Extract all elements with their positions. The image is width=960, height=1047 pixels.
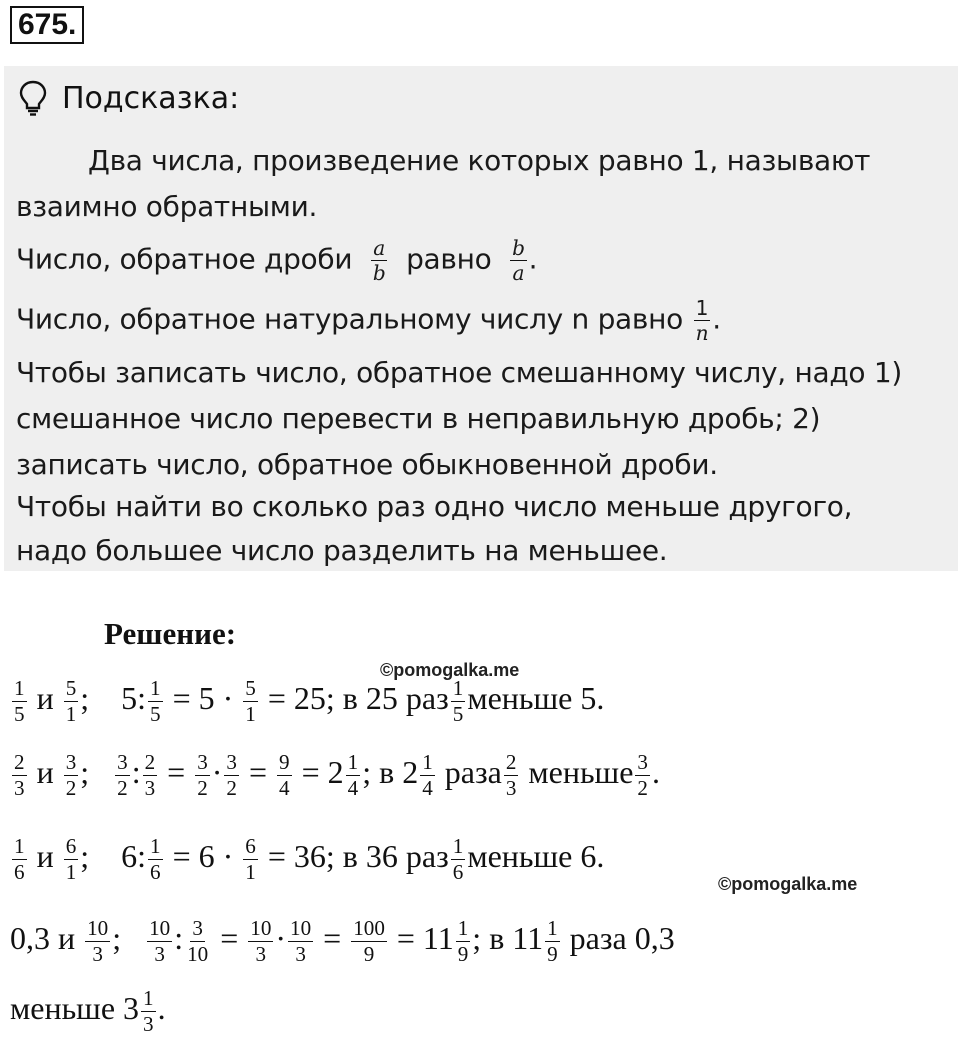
numerator: 9 (277, 752, 292, 776)
denominator: 1 (65, 702, 77, 727)
hint-header (18, 80, 239, 116)
task-number: 675. (10, 6, 84, 44)
denominator: 2 (226, 776, 237, 801)
numerator: 2 (143, 752, 158, 776)
and-word: и (36, 837, 54, 874)
denominator: 3 (92, 942, 103, 967)
expression: = 2 (301, 753, 344, 790)
solution-row-3: $\frac{1}{6}$ и $\frac{6}{1}$ ; 6: $\frac{1}{6}$ = 6 · $\frac{6}{1}$ = 36; в 36 раз $\frac{1}{6}$ меньше 6. (14, 834, 605, 885)
numerator: 10 (288, 918, 313, 942)
numerator: 5 (243, 678, 258, 702)
watermark: ©pomogalka.me (380, 660, 520, 680)
denominator: 1 (65, 860, 77, 885)
expression: = 6 · (172, 837, 234, 874)
fraction (545, 918, 560, 965)
fraction (277, 752, 292, 799)
expression: ; в 11 (472, 919, 544, 956)
expression: ; в 2 (362, 753, 419, 790)
hint-text: Число, обратное натуральному числу n равно (16, 302, 683, 336)
numerator: 5 (64, 678, 79, 702)
numerator: 10 (248, 918, 273, 942)
solution-row-2: $\frac{2}{3}$ и $\frac{3}{2}$ ; $\frac{3}{2}$ : $\frac{2}{3}$ = $\frac{3}{2}$ · $\frac{3}{2}$ = $\frac{9}{4}$ = 2 $\frac{1}{4}$ ; в 2 $\frac{1}{4}$ раза $\frac{2}{3}$ меньше $\frac{3}{2}$ . (14, 750, 660, 801)
fraction (351, 918, 387, 965)
denominator: 6 (452, 860, 464, 885)
fraction (143, 752, 158, 799)
denominator: 5 (452, 702, 464, 727)
and-word: и (36, 753, 54, 790)
hint-text: равно (406, 242, 492, 276)
fraction (185, 918, 210, 965)
numerator: a (373, 236, 386, 260)
hint-text: Число, обратное дроби (16, 242, 353, 276)
expression: раза 0,3 (569, 919, 675, 956)
hint-line: смешанное число перевести в неправильную дробь; 2) (16, 402, 821, 435)
numerator: 100 (351, 918, 387, 942)
fraction (195, 752, 210, 799)
expression: меньше (528, 753, 634, 790)
expression: 0,3 и (10, 919, 76, 956)
hint-line: взаимно обратными. (16, 190, 318, 223)
fraction (64, 752, 79, 799)
expression: . (651, 753, 660, 790)
expression: = (323, 919, 342, 956)
denominator: 2 (637, 776, 648, 801)
fraction (148, 678, 163, 725)
numerator: 2 (12, 752, 27, 776)
hint-line: Чтобы найти во сколько раз одно число меньше другого, (16, 490, 853, 523)
solution-row-5 (10, 988, 166, 1035)
numerator: 1 (451, 836, 466, 860)
denominator: 9 (363, 942, 375, 967)
denominator: 3 (144, 776, 156, 801)
numerator: 1 (456, 918, 471, 942)
numerator: 1 (12, 836, 27, 860)
fraction (12, 836, 27, 883)
expression: = 25; в 25 раз (267, 679, 449, 716)
denominator: 1 (245, 860, 256, 885)
denominator: 2 (65, 776, 77, 801)
expression: 5: (121, 679, 147, 716)
denominator: b (372, 261, 386, 286)
hint-title: Подсказка: (62, 80, 240, 116)
denominator: 9 (457, 942, 469, 967)
numerator: 1 (695, 296, 709, 320)
numerator: 3 (224, 752, 239, 776)
numerator: 3 (64, 752, 79, 776)
numerator: 1 (346, 752, 361, 776)
fraction (451, 678, 466, 725)
fraction (371, 236, 388, 286)
expression: · (211, 753, 223, 790)
denominator: 10 (187, 942, 209, 967)
solution-title: Решение: (104, 616, 237, 651)
fraction (12, 678, 27, 725)
numerator: 2 (504, 752, 519, 776)
hint-line: надо большее число разделить на меньшее. (16, 534, 668, 567)
hint-text: . (712, 302, 721, 336)
numerator: 3 (635, 752, 650, 776)
fraction (115, 752, 130, 799)
watermark: ©pomogalka.me (718, 874, 858, 894)
numerator: 10 (147, 918, 172, 942)
numerator: 10 (85, 918, 110, 942)
numerator: 3 (195, 752, 210, 776)
denominator: 3 (143, 1012, 154, 1037)
fraction (346, 752, 361, 799)
fraction (224, 752, 239, 799)
denominator: 5 (150, 702, 161, 727)
solution-row-1: $\frac{1}{5}$ и $\frac{5}{1}$ ; 5: $\frac{1}{5}$ = 5 · $\frac{5}{1}$ = 25; в 25 раз $\frac{1}{5}$ меньше 5. (14, 676, 605, 727)
denominator: n (695, 321, 709, 346)
expression: 6: (121, 837, 147, 874)
expression: = 36; в 36 раз (267, 837, 449, 874)
denominator: 3 (505, 776, 517, 801)
expression: меньше 6. (467, 837, 605, 874)
expression: = (248, 753, 268, 790)
expression: = (220, 919, 239, 956)
fraction (243, 678, 258, 725)
fraction (64, 678, 79, 725)
denominator: 3 (14, 776, 25, 801)
hint-line: Чтобы записать число, обратное смешанному числу, надо 1) (16, 356, 902, 389)
expression: = 11 (396, 919, 454, 956)
fraction (504, 752, 519, 799)
hint-box (4, 66, 958, 571)
expression: = 5 · (172, 679, 234, 716)
fraction (451, 836, 466, 883)
hint-line: записать число, обратное обыкновенной дроби. (16, 448, 718, 481)
denominator: a (512, 261, 525, 286)
lightbulb-icon (18, 80, 48, 116)
denominator: 6 (14, 860, 25, 885)
hint-line (16, 236, 538, 286)
numerator: 1 (148, 836, 163, 860)
denominator: 4 (347, 776, 359, 801)
hint-line: Два числа, произведение которых равно 1, называют (88, 144, 871, 177)
numerator: 1 (148, 678, 163, 702)
numerator: 1 (12, 678, 27, 702)
denominator: 4 (422, 776, 433, 801)
expression: меньше 3 (10, 989, 140, 1026)
expression: . (157, 989, 166, 1026)
numerator: 3 (190, 918, 205, 942)
fraction (147, 918, 172, 965)
numerator: 6 (64, 836, 79, 860)
denominator: 5 (14, 702, 25, 727)
fraction (248, 918, 273, 965)
denominator: 4 (279, 776, 290, 801)
fraction (288, 918, 313, 965)
numerator: 3 (115, 752, 130, 776)
hint-text: . (528, 242, 538, 276)
denominator: 2 (197, 776, 208, 801)
denominator: 3 (154, 942, 165, 967)
numerator: 6 (243, 836, 258, 860)
fraction (85, 918, 110, 965)
fraction (148, 836, 163, 883)
numerator: b (512, 236, 525, 260)
and-word: и (36, 679, 54, 716)
hint-line (16, 296, 721, 346)
denominator: 6 (150, 860, 161, 885)
expression: = (167, 753, 186, 790)
numerator: 1 (451, 678, 466, 702)
numerator: 1 (141, 988, 156, 1012)
solution-row-4: 0,3 и $\frac{10}{3}$ ; $\frac{10}{3}$ : $\frac{3}{10}$ = $\frac{10}{3}$ · $\frac{10}{3}$ = $\frac{100}{9}$ = 11 $\frac{1}{9}$ ; в 11 $\frac{1}{9}$ раза 0,3 (10, 916, 675, 967)
fraction (635, 752, 650, 799)
fraction (141, 988, 156, 1035)
fraction (510, 236, 527, 286)
denominator: 3 (295, 942, 306, 967)
numerator: 1 (545, 918, 560, 942)
expression: · (275, 919, 287, 956)
denominator: 9 (547, 942, 558, 967)
fraction (420, 752, 435, 799)
fraction (243, 836, 258, 883)
fraction (694, 296, 711, 346)
numerator: 1 (420, 752, 435, 776)
fraction (64, 836, 79, 883)
fraction (456, 918, 471, 965)
expression: меньше 5. (467, 679, 605, 716)
denominator: 1 (245, 702, 256, 727)
expression: раза (444, 753, 502, 790)
denominator: 2 (117, 776, 128, 801)
fraction (12, 752, 27, 799)
denominator: 3 (255, 942, 267, 967)
